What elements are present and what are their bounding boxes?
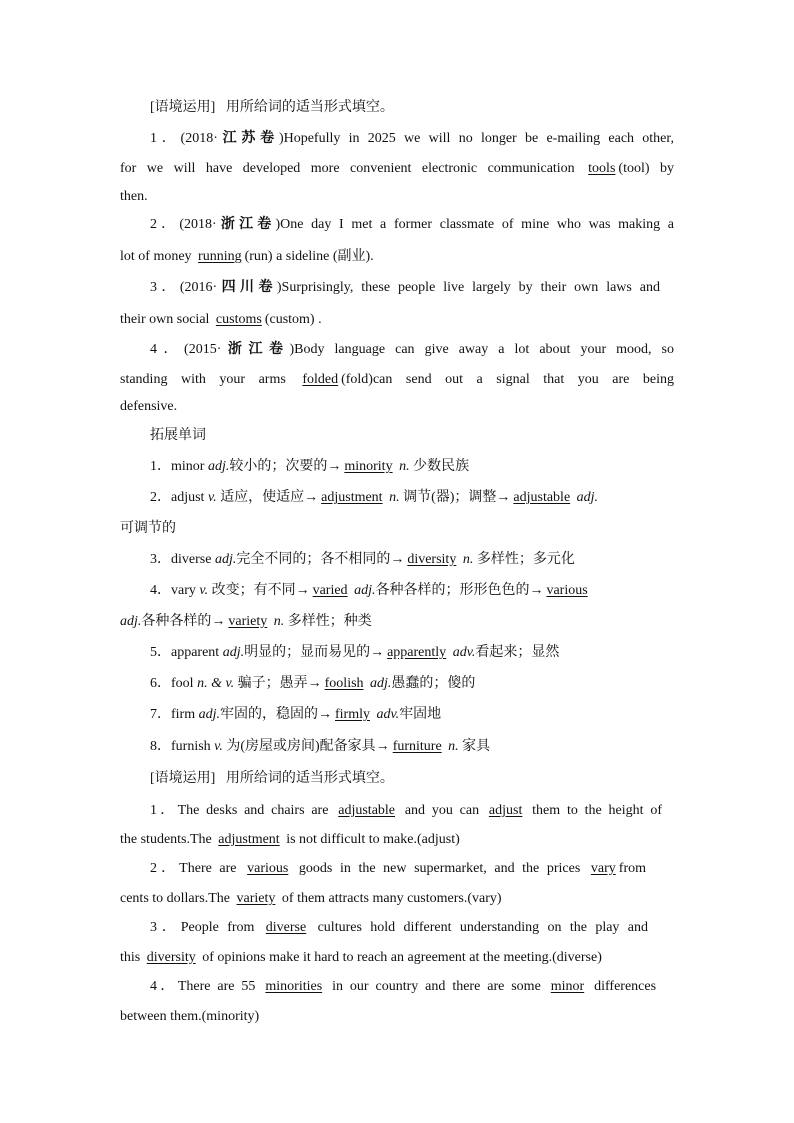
- exercise-line: 1．The desks and chairs are adjustable and you can adjust them to the height of: [150, 803, 663, 818]
- exercise-line: 1．(2018·江苏卷)Hopefully in 2025 we will no longer be e-mailing each other,: [150, 131, 674, 146]
- answer-blank: firmly: [335, 707, 370, 722]
- source-label: 浙江卷: [221, 342, 290, 357]
- answer-blank: adjust: [488, 803, 523, 818]
- section-heading: [150, 99, 394, 117]
- exercise-line: cents to dollars.The variety of them attracts many customers.(vary): [120, 891, 502, 906]
- exercise-line: their own social customs (custom) .: [120, 312, 322, 327]
- source-label: 浙江卷: [216, 217, 276, 232]
- vocab-item: 3．diverse adj.完全不同的；各不相同的→ diversity n. 多样性；多元化: [150, 552, 575, 567]
- answer-blank: customs: [215, 312, 262, 327]
- vocab-item-continued: 可调节的: [120, 521, 176, 536]
- answer-blank: variety: [228, 614, 268, 629]
- vocab-item: 1．minor adj.较小的；次要的→ minority n. 少数民族: [150, 459, 470, 474]
- exercise-line: 4．There are 55 minorities in our country and there are some minor differences: [150, 979, 657, 994]
- exercise-line: 3．(2016·四川卷)Surprisingly, these people live largely by their own laws and: [150, 280, 660, 295]
- answer-blank: diverse: [265, 920, 307, 935]
- exercise-line: lot of money running (run) a sideline (副业).: [120, 249, 374, 264]
- heading-tag: [语境运用]: [150, 100, 216, 115]
- answer-blank: variety: [236, 891, 276, 906]
- source-label: 江苏卷: [217, 131, 279, 146]
- answer-blank: varied: [312, 583, 348, 598]
- exercise-line: standing with your arms folded (fold)can send out a signal that you are being: [120, 372, 674, 387]
- exercise-line: this diversity of opinions make it hard to reach an agreement at the meeting.(diverse): [120, 950, 602, 965]
- exercise-line: 4．(2015·浙江卷)Body language can give away a lot about your mood, so: [150, 342, 675, 357]
- exercise-line: 2．There are various goods in the new supermarket, and the prices vary from: [150, 861, 646, 876]
- exercise-line: between them.(minority): [120, 1009, 260, 1024]
- answer-blank: running: [198, 249, 242, 264]
- vocab-item: 7．firm adj.牢固的，稳固的→ firmly adv.牢固地: [150, 707, 442, 722]
- answer-blank: minority: [344, 459, 393, 474]
- exercise-line: the students.The adjustment is not difficult to make.(adjust): [120, 832, 460, 847]
- vocab-item: 8．furnish v. 为(房屋或房间)配备家具→ furniture n. 家具: [150, 739, 491, 754]
- answer-blank: foolish: [324, 676, 364, 691]
- exercise-line: 2．(2018·浙江卷)One day I met a former classmate of mine who was making a: [150, 217, 675, 232]
- answer-blank: adjustment: [321, 490, 383, 505]
- answer-blank: various: [247, 861, 289, 876]
- exercise-line: for we will have developed more convenient electronic communication tools (tool) by: [120, 161, 674, 176]
- vocab-item: 4．vary v. 改变；有不同→ varied adj.各种各样的；形形色色的→ various: [150, 582, 591, 600]
- section-heading: [150, 770, 394, 788]
- vocab-item: 5．apparent adj.明显的；显而易见的→ apparently adv.看起来；显然: [150, 645, 560, 660]
- answer-blank: minor: [550, 979, 585, 994]
- answer-blank: tools: [588, 161, 616, 176]
- answer-blank: various: [546, 583, 588, 598]
- answer-blank: diversity: [146, 950, 196, 965]
- answer-blank: apparently: [387, 645, 447, 660]
- heading-text: 用所给词的适当形式填空。: [225, 771, 394, 786]
- vocab-item: 6．fool n. & v. 骗子；愚弄→ foolish adj.愚蠢的；傻的: [150, 676, 476, 691]
- answer-blank: furniture: [392, 739, 442, 754]
- answer-blank: folded: [302, 372, 339, 387]
- answer-blank: minorities: [265, 979, 323, 994]
- vocab-item: 2．adjust v. 适应，使适应→ adjustment n. 调节(器)；调整→ adjustable adj.: [150, 490, 599, 505]
- answer-blank: vary: [590, 861, 616, 876]
- heading-text: 拓展单词: [150, 428, 206, 443]
- exercise-line: then.: [120, 189, 148, 204]
- source-label: 四川卷: [217, 280, 277, 295]
- vocab-item-continued: adj.各种各样的→ variety n. 多样性；种类: [120, 614, 372, 629]
- answer-blank: adjustable: [513, 490, 571, 505]
- exercise-line: defensive.: [120, 399, 178, 414]
- answer-blank: diversity: [407, 552, 457, 567]
- heading-text: 用所给词的适当形式填空。: [225, 100, 394, 115]
- exercise-line: 3．People from diverse cultures hold different understanding on the play and: [150, 920, 649, 935]
- answer-blank: adjustment: [218, 832, 280, 847]
- heading-tag: [语境运用]: [150, 771, 216, 786]
- section-heading: [150, 427, 206, 445]
- answer-blank: adjustable: [338, 803, 396, 818]
